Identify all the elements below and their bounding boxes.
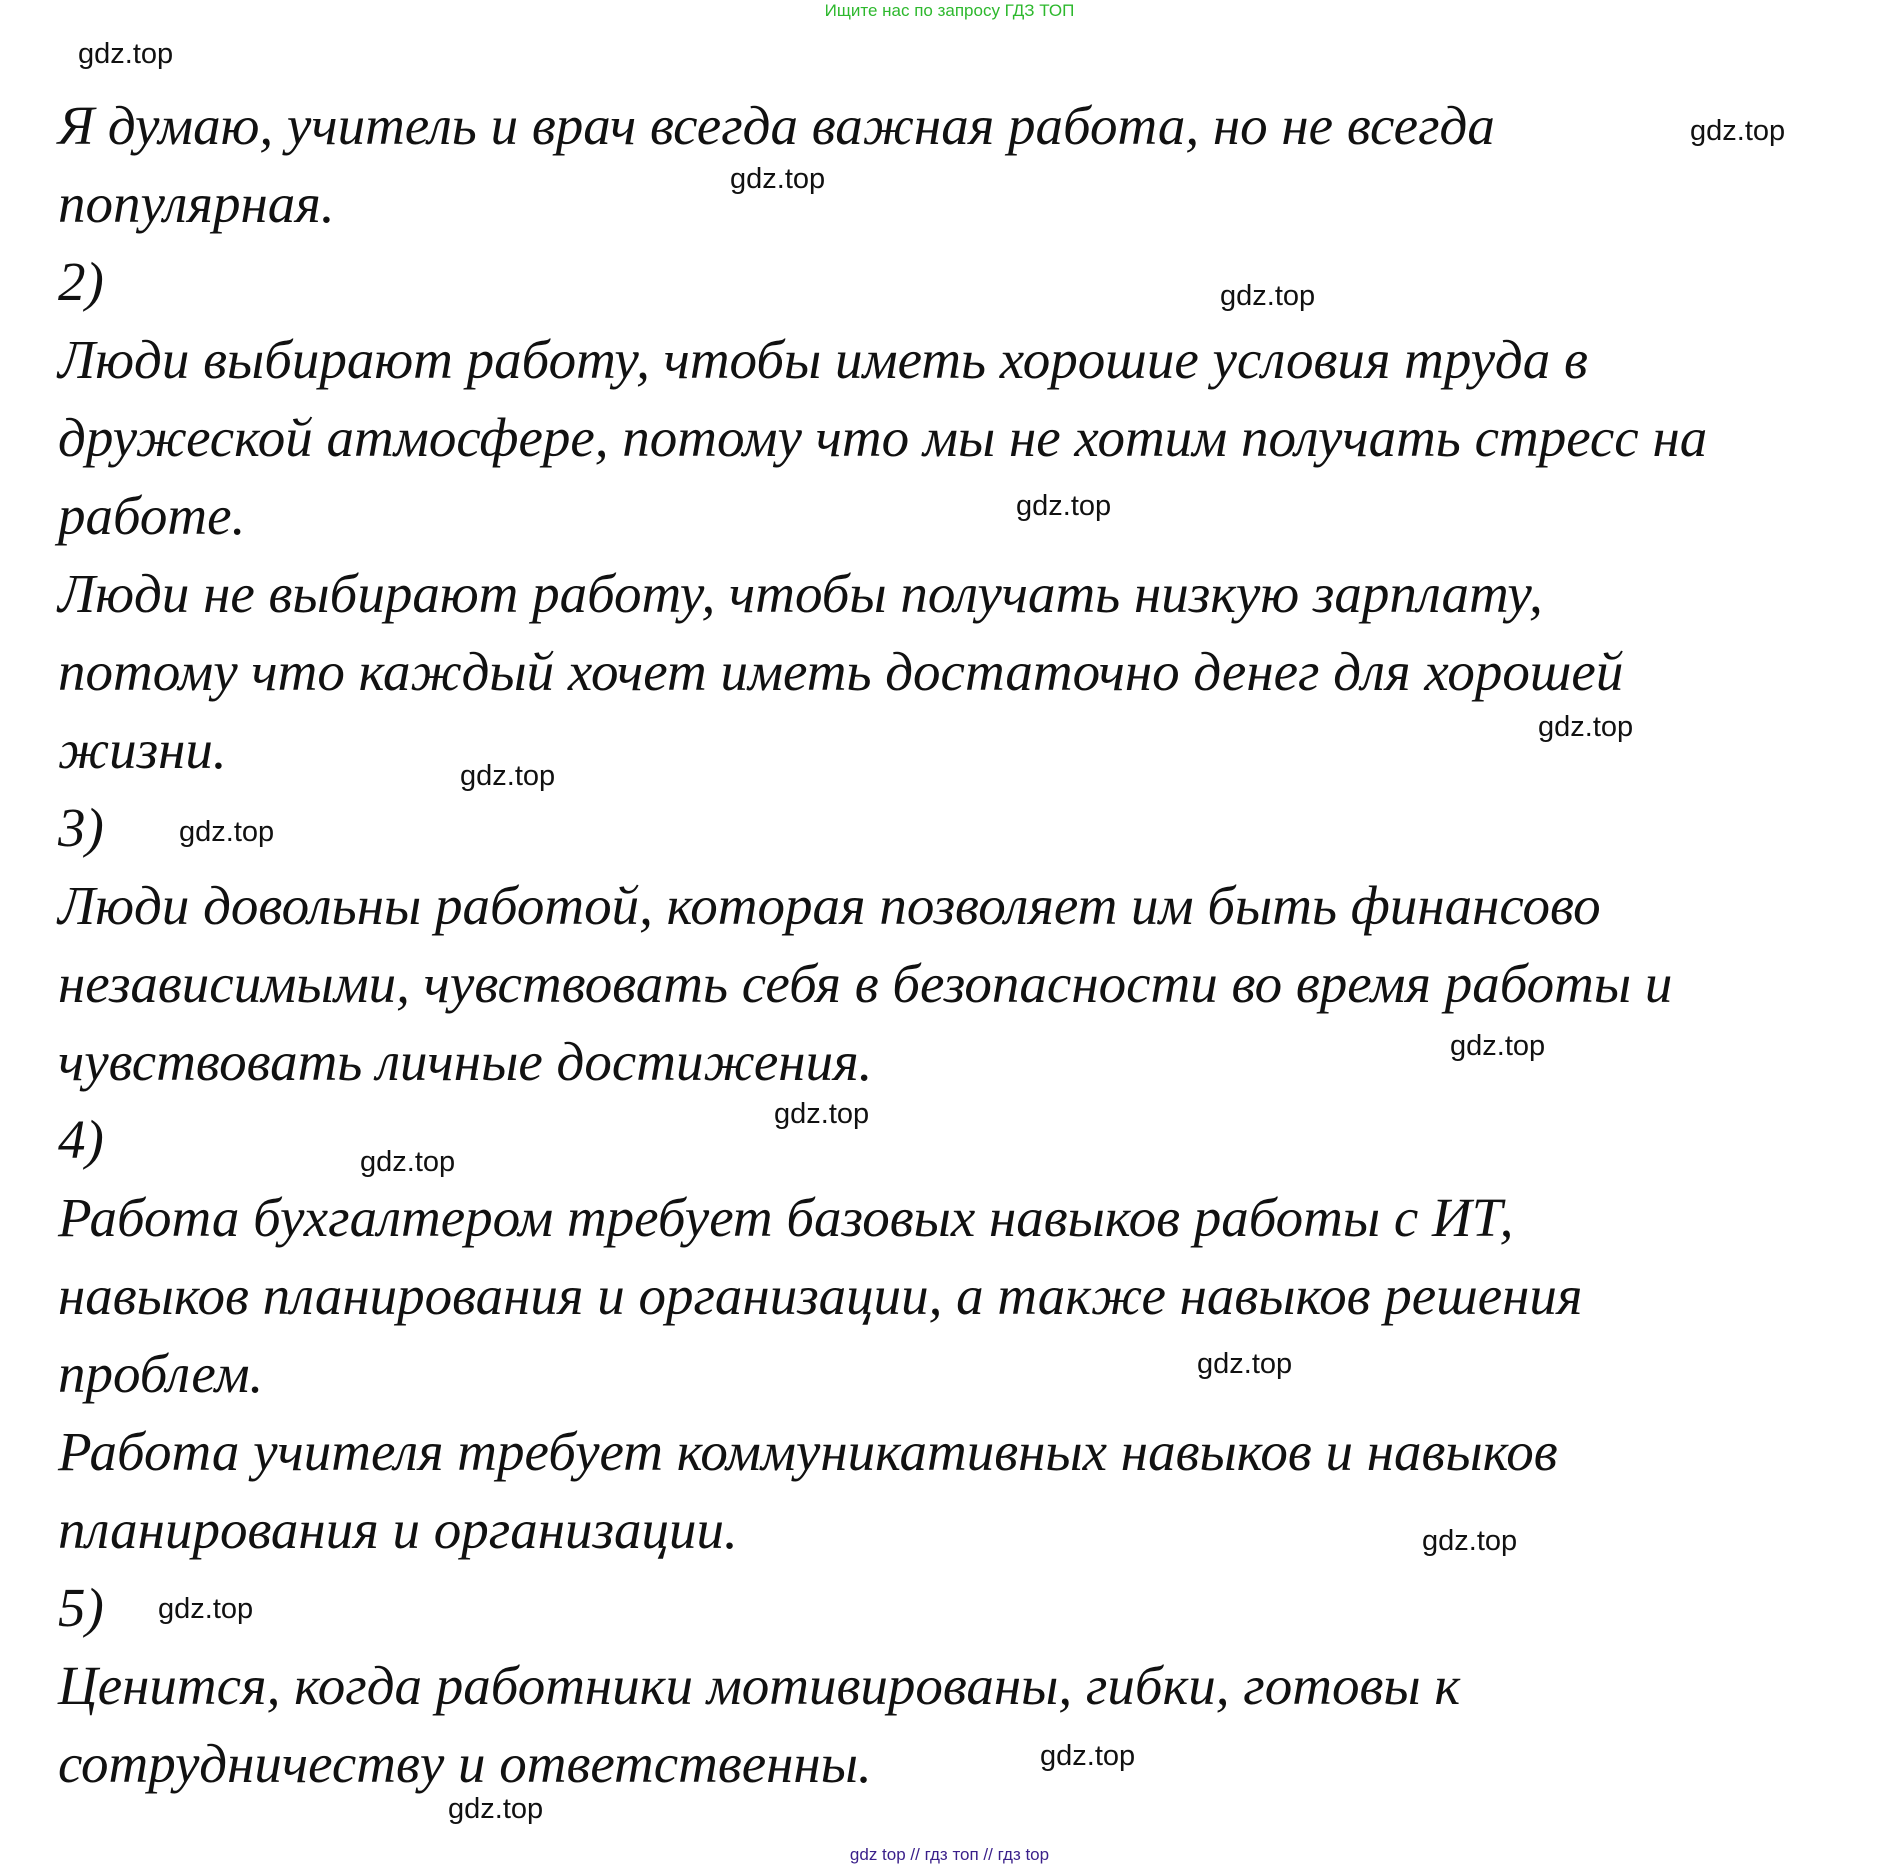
section-number: 5) — [58, 1577, 104, 1638]
watermark: gdz.top — [1040, 1740, 1136, 1772]
answer-line: дружеской атмосфере, потому что мы не хотим получать стресс на — [58, 407, 1708, 468]
watermark: gdz.top — [1422, 1525, 1518, 1557]
watermark: gdz.top — [1220, 280, 1316, 312]
footer-links: gdz top // гдз топ // гдз top — [849, 1845, 1050, 1864]
watermark: gdz.top — [1450, 1030, 1546, 1062]
watermark: gdz.top — [78, 38, 174, 70]
watermark: gdz.top — [1197, 1348, 1293, 1380]
answer-line: Работа бухгалтером требует базовых навыков работы с ИТ, — [58, 1187, 1514, 1248]
answer-line: Ценится, когда работники мотивированы, гибки, готовы к — [58, 1655, 1461, 1716]
answer-line: сотрудничеству и ответственны. — [58, 1733, 872, 1794]
watermark: gdz.top — [179, 816, 275, 848]
answer-line: планирования и организации. — [58, 1499, 738, 1560]
watermark: gdz.top — [730, 163, 826, 195]
watermark: gdz.top — [360, 1146, 456, 1178]
watermark: gdz.top — [1538, 711, 1634, 743]
section-number: 2) — [58, 251, 104, 312]
answer-line: Люди выбирают работу, чтобы иметь хорошие условия труда в — [58, 329, 1588, 390]
answer-line: Люди не выбирают работу, чтобы получать низкую зарплату, — [58, 563, 1543, 624]
answer-line: популярная. — [58, 173, 335, 234]
answer-line: работе. — [58, 485, 246, 546]
answer-line: потому что каждый хочет иметь достаточно денег для хорошей — [58, 641, 1624, 702]
answer-line: навыков планирования и организации, а также навыков решения — [58, 1265, 1583, 1326]
answer-line: Работа учителя требует коммуникативных навыков и навыков — [58, 1421, 1558, 1482]
answer-line: независимыми, чувствовать себя в безопасности во время работы и — [58, 953, 1673, 1014]
answer-line: Люди довольны работой, которая позволяет им быть финансово — [58, 875, 1601, 936]
watermark: gdz.top — [460, 760, 556, 792]
section-number: 3) — [58, 797, 104, 858]
watermark: gdz.top — [1016, 490, 1112, 522]
answer-text — [58, 87, 1858, 1803]
watermark: gdz.top — [1690, 115, 1786, 147]
watermark: gdz.top — [448, 1793, 544, 1825]
answer-line: проблем. — [58, 1343, 264, 1404]
watermark: gdz.top — [774, 1098, 870, 1130]
watermark: gdz.top — [158, 1593, 254, 1625]
search-hint-banner: Ищите нас по запросу ГДЗ ТОП — [824, 1, 1075, 20]
answer-line: Я думаю, учитель и врач всегда важная работа, но не всегда — [58, 95, 1495, 156]
section-number: 4) — [58, 1109, 104, 1170]
answer-line: чувствовать личные достижения. — [58, 1031, 873, 1092]
answer-line: жизни. — [58, 719, 227, 780]
